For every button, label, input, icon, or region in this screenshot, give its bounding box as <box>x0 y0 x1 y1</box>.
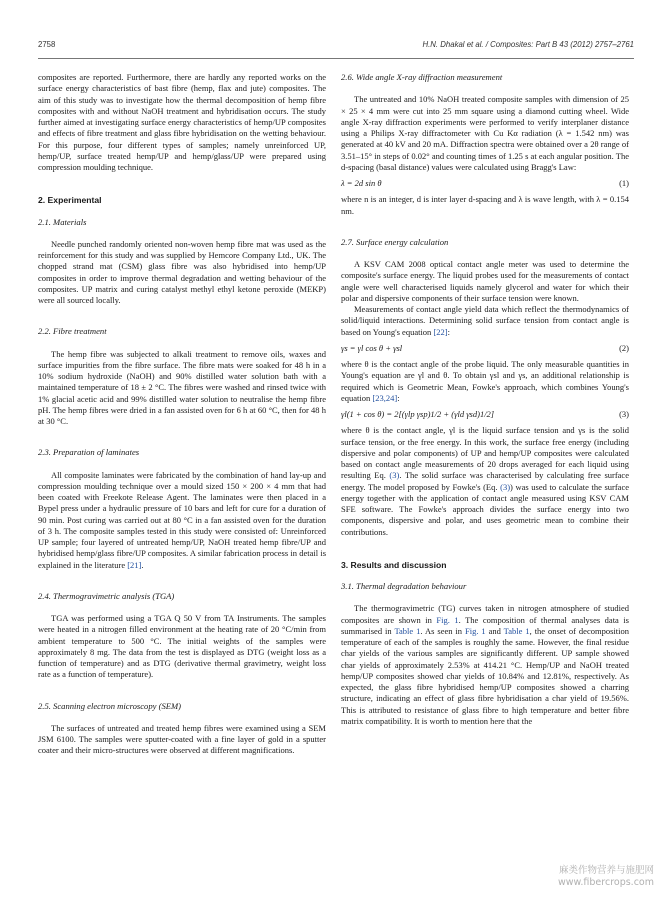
right-column <box>341 72 629 727</box>
equation-2-body: γs = γl cos θ + γsl <box>341 342 403 353</box>
watermark-line-1: 麻类作物营养与施肥网 <box>558 865 654 876</box>
intro-paragraph: composites are reported. Furthermore, there are hardly any reported works on the surface energy characteristics of bast fibre (hemp, flax and jute) composites. The aim of this study was to investigate how the thermal decomposition of hemp fibre composites with and without NaOH treatment and hybridisation occurs. The study further aimed at investigating surface energy characteristics of hemp/UP composites and effects of fibre treatment and glass fibre hybridisation on the wetting behaviour. For this purpose, four different types of samples; namely unreinforced UP, hemp/UP, surface treated hemp/UP and hemp/glass/UP were prepared using compression moulding technique. <box>38 72 326 172</box>
section-2-1-heading: 2.1. Materials <box>38 216 87 227</box>
tga-paragraph: TGA was performed using a TGA Q 50 V from TA Instruments. The samples were heated in a nitrogen filled environment at the heating rate of 20 °C/min from ambient temperature to 500 °C. The initial weights of the samples were approximately 8 mg. The data from the test is displayed as DTG (weight loss as a function of temperature) and as DTG (derivative thermal gravimetry, weight loss rate as a function of temperature). <box>38 613 326 680</box>
fibre-treatment-paragraph: The hemp fibre was subjected to alkali treatment to remove oils, waxes and surface impurities from the fibre surface. The fibre mats were soaked for 48 h in a 10% sodium hydroxide (NaOH) and 90% distilled water solution bath with a maintained temperature of 18 ± 2 °C. The fibres were washed and rinsed twice with 1% glacial acetic acid and 99% distilled water solution to neutralise the hemp fibre pH. The hemp fibres were dried in a fan assisted oven for 6 h at 60 °C, then for 48 h at 30 °C. <box>38 348 326 426</box>
equation-3-link-2[interactable]: (3) <box>500 481 511 492</box>
section-2-heading: 2. Experimental <box>38 195 102 206</box>
table-1-link-2[interactable]: Table 1 <box>503 625 530 636</box>
section-3-heading: 3. Results and discussion <box>341 559 447 570</box>
watermark-line-2: www.fibercrops.com <box>557 877 654 888</box>
header-rule <box>38 58 634 59</box>
xrd-paragraph: The untreated and 10% NaOH treated composite samples with dimension of 25 × 25 × 4 mm were cut into 25 mm square using a diamond cutting wheel. Wide angle X-ray diffraction experiments were performed to verify interplaner distance using a Philips X-ray diffractometer with Cu Kα radiation (λ = 1.542 nm) was generated at 40 kV and 20 mA. Diffraction spectra were obtained over a 2θ range of 3.51–15° in steps of 0.02° and counting times of 1.25 s at each angular position. The d-spacing (basal distance) values were calculated using Bragg's Law: <box>341 94 629 172</box>
table-1-link[interactable]: Table 1 <box>394 625 421 636</box>
equation-1-where: where n is an integer, d is inter layer d-spacing and λ is wave length, with λ = 0.154 nm. <box>341 194 629 216</box>
reference-link-22[interactable]: [22] <box>433 326 448 337</box>
section-2-6-heading: 2.6. Wide angle X-ray diffraction measurement <box>341 72 503 82</box>
surface-energy-paragraph-1: A KSV CAM 2008 optical contact angle meter was used to determine the composite's surface energy. The liquid probes used for the measurements of contact angle were well characterised liquids namely glycerol and water for which their polar and dispersive components of their surface tension were known. <box>341 259 629 303</box>
equation-1-body: λ = 2d sin θ <box>341 178 382 188</box>
laminates-paragraph: All composite laminates were fabricated by the combination of hand lay-up and compression moulding technique over a mould sized 150 × 200 × 4 mm that had been coated with Freekote Release Agent. The laminates were then placed in a Bypel press under a hydraulic pressure of 10 bars and left for cure for a duration of 90 min. Post curing was carried out at 80 °C in a fan assisted oven for the duration of 3 h. The composite samples tested in this study were consisted of: Unreinforced UP sample; four layered of untreated hemp/UP, NaOH treated hemp fibre/UP and hybridised hemp/glass fibre/UP composites. A similar fabrication process in detail is explained in the literature [21]. <box>38 469 326 570</box>
materials-paragraph: Needle punched randomly oriented non-woven hemp fibre mat was used as the reinforcement for this study and was supplied by Hemcore Company Ltd., UK. The chopped strand mat (CSM) glass fibre was also hybridised into hemp/UP composites in order to improve thermal degradation and wetting behaviour of the composites. UP matrix and curing catalyst methyl ethyl ketone peroxide (MEKP) were all sourced locally. <box>38 238 326 305</box>
watermark <box>558 865 654 889</box>
section-2-7-heading: 2.7. Surface energy calculation <box>341 236 449 247</box>
running-header <box>38 40 634 54</box>
equation-3-where: where θ is the contact angle, γl is the liquid surface tension and γs is the solid surface tension, or the free energy. In this work, the surface free energy (including dispersive and polar components) of UP and hemp/UP composites were calculated based on contact angle measurements of 20 drops averaged for each liquid using resulting Eq. (3). The solid surface was characterised by calculating free surface energy. The model proposed by Fowke's (Eq. (3)) was used to calculate the surface energy together with the application of contact angle measured using KSV CAM SFE software. The Fowke's approach divides the surface energy into two components, dispersive and polar, and uses geometric mean to combine their contributions. <box>341 425 629 537</box>
section-2-3-heading: 2.3. Preparation of laminates <box>38 447 140 458</box>
figure-1-link[interactable]: Fig. 1 <box>436 614 459 625</box>
equation-3-number: (3) <box>619 409 629 419</box>
equation-3-link[interactable]: (3) <box>389 470 400 481</box>
figure-1-link-2[interactable]: Fig. 1 <box>464 625 486 636</box>
equation-3 <box>341 409 629 420</box>
thermal-degradation-paragraph: The thermogravimetric (TG) curves taken in nitrogen atmosphere of studied composites are shown in Fig. 1. The composition of thermal analyses data is summarised in Table 1. As seen in Fig. 1 and Table 1, the onset of decomposition temperature of each of the samples is roughly the same. However, the final residue char yields of the various samples are significantly different. UP sample showed char yields of approximately 2.53% at 414.21 °C. Hemp/UP and NaOH treated hemp/UP composites showed char yields of 10.84% and 12.81%, respectively. As expected, the glass fibre hybridised hemp/UP composites showed a charring structure, indicating an effect of glass fibre hybridisation a char yield of 19.56%. This is attributed to resistance of glass fibre to high temperature and better fibre matrix compatibility. It is worth to mention here that the <box>341 603 629 726</box>
surface-energy-paragraph-2: Measurements of contact angle yield data which reflect the thermodynamics of solid/liquid interactions. Determining solid surface tension from contact angle is based on Young's equation [22]: <box>341 304 629 337</box>
section-2-4-heading: 2.4. Thermogravimetric analysis (TGA) <box>38 590 175 601</box>
running-head: H.N. Dhakal et al. / Composites: Part B 43 (2012) 2757–2761 <box>422 40 634 49</box>
equation-1-number: (1) <box>619 178 629 188</box>
section-2-2-heading: 2.2. Fibre treatment <box>38 326 107 337</box>
left-column <box>38 72 326 757</box>
page-number: 2758 <box>38 40 56 49</box>
reference-link-21[interactable]: [21] <box>127 559 142 570</box>
equation-2 <box>341 343 629 354</box>
equation-3-body: γl(1 + cos θ) = 2[(γlp γsp)1/2 + (γld γsd)1/2] <box>341 409 495 419</box>
reference-link-23-24[interactable]: [23,24] <box>372 392 398 403</box>
section-3-1-heading: 3.1. Thermal degradation behaviour <box>341 581 467 591</box>
equation-2-number: (2) <box>619 342 629 353</box>
equation-2-where: where θ is the contact angle of the probe liquid. The only measurable quantities in Young's equation are γl and θ. To obtain γsl and γs, an additional relationship is required which is Geometric Mean, Fowke's approach, which combines Young's equation [23,24]: <box>341 359 629 403</box>
section-2-5-heading: 2.5. Scanning electron microscopy (SEM) <box>38 700 182 711</box>
equation-1 <box>341 178 629 189</box>
sem-paragraph: The surfaces of untreated and treated hemp fibres were examined using a SEM JSM 6100. The samples were sputter-coated with a fine layer of gold in a sputter coater and their micro-structures were observed at different magnifications. <box>38 722 326 756</box>
